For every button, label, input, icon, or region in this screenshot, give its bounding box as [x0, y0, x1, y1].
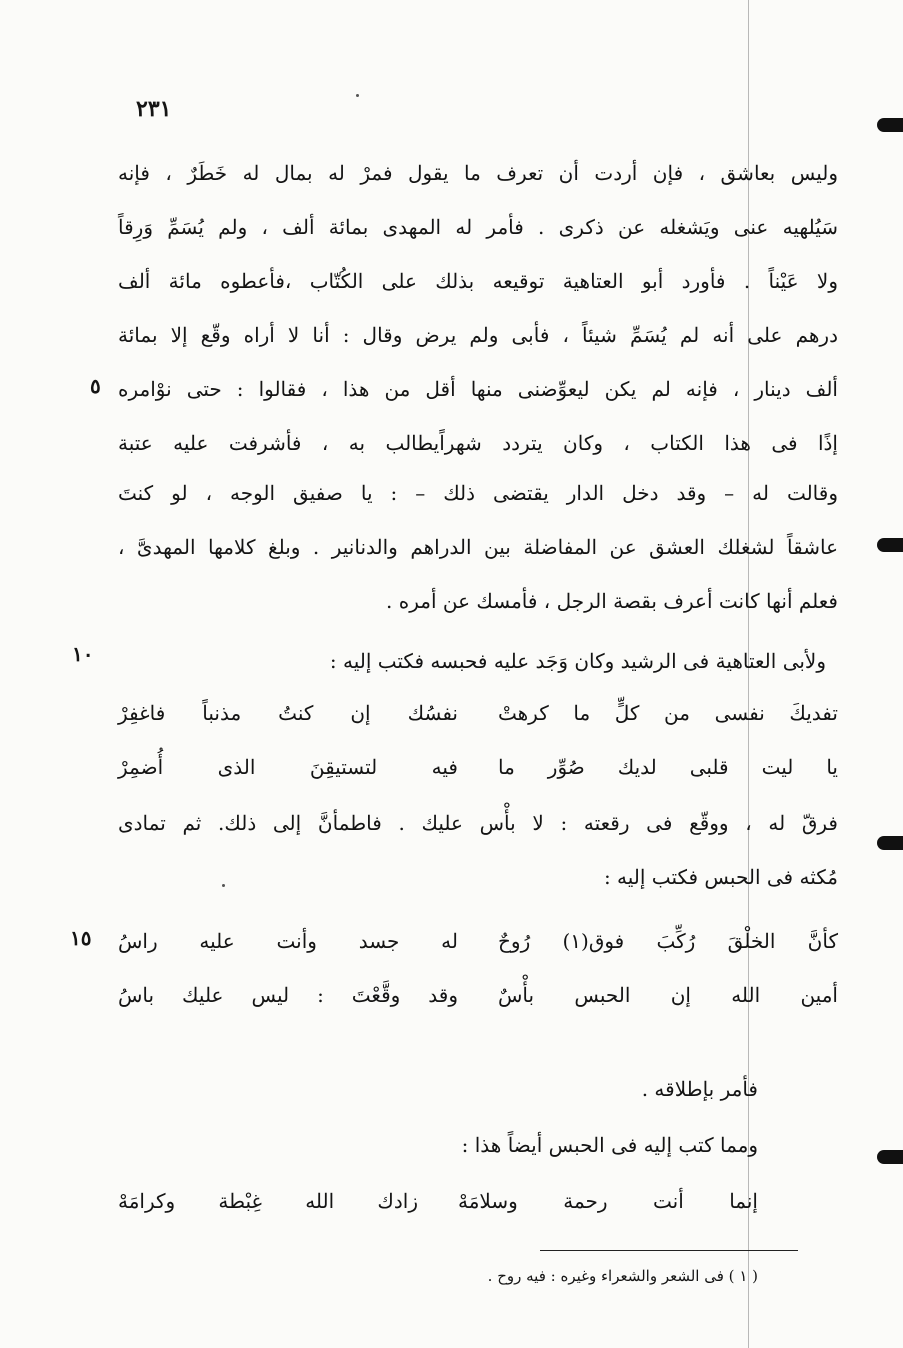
verse-first-hemistich: يا ليت قلبى لديك صُوِّر ما	[498, 755, 838, 779]
text-line: سَيُلهيه عنى ويَشغله عن ذكرى . فأمر له المهدى بمائة ألف ، ولم يُسَمِّ وَرِقاً	[118, 215, 838, 239]
page-number: ٢٣١	[136, 96, 172, 122]
verse-first-hemistich: إنما أنت رحمة وسلامَهْ	[458, 1189, 758, 1213]
footnote: ( ١ ) فى الشعر والشعراء وغيره : فيه روح .	[487, 1267, 758, 1285]
text-line: وقالت له – وقد دخل الدار يقتضى ذلك – : يا صفيق الوجه ، لو كنتَ	[118, 481, 838, 505]
paragraph-2-intro: ولأبى العتاهية فى الرشيد وكان وَجَد عليه فحبسه فكتب إليه :	[329, 649, 826, 673]
text-line: مُكثه فى الحبس فكتب إليه :	[603, 865, 838, 889]
verse-line	[118, 926, 838, 956]
page-edge-mark	[877, 538, 903, 552]
verse-first-hemistich: تفديكَ نفسى من كلٍّ ما كرهتْ	[498, 701, 838, 725]
footnote-rule	[540, 1250, 798, 1251]
speck	[356, 94, 359, 97]
text-line: عاشقاً لشغلك العشق عن المفاضلة بين الدراهم والدنانير . وبلغ كلامها المهدىَّ ،	[118, 535, 838, 559]
verse-line	[118, 980, 838, 1010]
line-number-5: ٥	[90, 374, 101, 398]
intro-last: ومما كتب إليه فى الحبس أيضاً هذا :	[461, 1133, 758, 1157]
text-line: ولا عَيْناً . فأورد أبو العتاهية توقيعه بذلك على الكُتّاب ،فأعطوه مائة ألف	[118, 269, 838, 293]
verse-second-hemistich: زادك الله غِبْطة وكرامَهْ	[118, 1189, 418, 1213]
page-edge-mark	[877, 1150, 903, 1164]
release-line: فأمر بإطلاقه .	[641, 1077, 758, 1101]
verse-line	[118, 1186, 758, 1216]
text-line: فعلم أنها كانت أعرف بقصة الرجل ، فأمسك عن أمره .	[386, 589, 838, 613]
text-line: ألف دينار ، فإنه لم يكن ليعوِّضنى منها أقل من هذا ، فقالوا : حتى نوْامره	[118, 377, 838, 401]
verse-second-hemistich: نفسُك إن كنتُ مذنباً فاغفِرْ	[118, 701, 458, 725]
verse-first-hemistich: كأنَّ الخلْقَ رُكِّبَ فوق(١) رُوحٌ	[498, 929, 838, 953]
verse-first-hemistich: أمين الله إن الحبس بأْسٌ	[498, 983, 838, 1007]
text-line: إذًا فى هذا الكتاب ، وكان يتردد شهراًيطالب به ، فأشرفت عليه عتبة	[118, 431, 838, 455]
verse-line	[118, 698, 838, 728]
text-line: فرقّ له ، ووقّع فى رقعته : لا بأْس عليك . فاطمأنَّ إلى ذلك. ثم تمادى	[118, 811, 838, 835]
page-edge-mark	[877, 836, 903, 850]
verse-second-hemistich: له جسد وأنت عليه راسُ	[118, 929, 458, 953]
verse-second-hemistich: فيه لتستيقِنَ الذى أُضمِرْ	[118, 755, 458, 779]
line-number-10: ١٠	[72, 642, 94, 666]
verse-line	[118, 752, 838, 782]
text-line: درهم على أنه لم يُسَمِّ شيئاً ، فأبى ولم يرض وقال : أنا لا أراه وقّع إلا بمائة	[118, 323, 838, 347]
page-edge-mark	[877, 118, 903, 132]
text-line: وليس بعاشق ، فإن أردت أن تعرف ما يقول فمرْ له بمال له خَطَرٌ ، فإنه	[118, 161, 838, 185]
line-number-15: ١٥	[70, 926, 92, 950]
verse-second-hemistich: وقد وقَّعْتَ : ليس عليك باسُ	[118, 983, 458, 1007]
